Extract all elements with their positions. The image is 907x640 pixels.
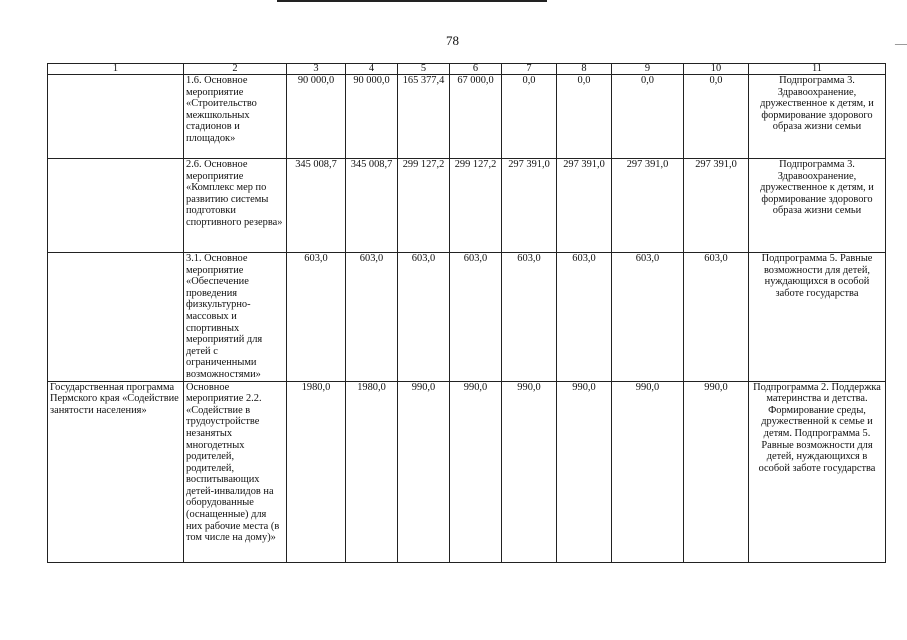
corner-mark: — [895, 36, 907, 50]
table-row [48, 159, 886, 253]
activity-cell: 2.6. Основное мероприятие «Комплекс мер по развитию системы подготовки спортивного резерва» [184, 159, 287, 253]
header-cell: 8 [557, 64, 612, 75]
value-cell: 297 391,0 [612, 159, 684, 253]
header-cell: 6 [450, 64, 502, 75]
top-rule [277, 0, 547, 2]
value-cell: 299 127,2 [450, 159, 502, 253]
value-cell: 297 391,0 [502, 159, 557, 253]
program-cell: Государственная программа Пермского края «Содействие занятости населения» [48, 381, 184, 562]
value-cell: 67 000,0 [450, 75, 502, 159]
value-cell: 603,0 [612, 253, 684, 382]
value-cell: 603,0 [502, 253, 557, 382]
header-cell: 10 [684, 64, 749, 75]
value-cell: 990,0 [684, 381, 749, 562]
page-number: 78 [446, 33, 459, 48]
table-row [48, 75, 886, 159]
value-cell: 603,0 [346, 253, 398, 382]
program-cell [48, 253, 184, 382]
value-cell: 90 000,0 [346, 75, 398, 159]
value-cell: 1980,0 [346, 381, 398, 562]
table-row [48, 253, 886, 382]
value-cell: 299 127,2 [398, 159, 450, 253]
activity-cell: 1.6. Основное мероприятие «Строительство межшкольных стадионов и площадок» [184, 75, 287, 159]
value-cell: 990,0 [502, 381, 557, 562]
value-cell: 90 000,0 [287, 75, 346, 159]
subprogram-cell: Подпрограмма 2. Поддержка материнства и детства. Формирование среды, дружественной к семье и детям. Подпрограмма 5. Равные возможности для детей, нуждающихся в особой заботе государства [749, 381, 886, 562]
header-cell: 7 [502, 64, 557, 75]
value-cell: 603,0 [398, 253, 450, 382]
value-cell: 0,0 [557, 75, 612, 159]
header-cell: 11 [749, 64, 886, 75]
header-cell: 1 [48, 64, 184, 75]
value-cell: 990,0 [450, 381, 502, 562]
value-cell: 345 008,7 [346, 159, 398, 253]
value-cell: 603,0 [557, 253, 612, 382]
value-cell: 345 008,7 [287, 159, 346, 253]
value-cell: 165 377,4 [398, 75, 450, 159]
subprogram-cell: Подпрограмма 3. Здравоохранение, дружественное к детям, и формирование здорового образа жизни семьи [749, 75, 886, 159]
value-cell: 297 391,0 [557, 159, 612, 253]
activity-cell: 3.1. Основное мероприятие «Обеспечение проведения физкультурно-массовых и спортивных мероприятий для детей с ограниченными возможностями» [184, 253, 287, 382]
program-cell [48, 75, 184, 159]
subprogram-cell: Подпрограмма 3. Здравоохранение, дружественное к детям, и формирование здорового образа жизни семьи [749, 159, 886, 253]
header-cell: 9 [612, 64, 684, 75]
value-cell: 297 391,0 [684, 159, 749, 253]
header-cell: 5 [398, 64, 450, 75]
value-cell: 1980,0 [287, 381, 346, 562]
program-cell [48, 159, 184, 253]
activity-cell: Основное мероприятие 2.2. «Содействие в трудоустройстве незанятых многодетных родителей, родителей, воспитывающих детей-инвалидов на оборудованные (оснащенные) для них рабочие места (в том числе на дому)» [184, 381, 287, 562]
value-cell: 603,0 [684, 253, 749, 382]
value-cell: 0,0 [684, 75, 749, 159]
header-cell: 4 [346, 64, 398, 75]
value-cell: 0,0 [502, 75, 557, 159]
header-cell: 2 [184, 64, 287, 75]
value-cell: 0,0 [612, 75, 684, 159]
header-row [48, 64, 886, 75]
budget-table [47, 63, 886, 563]
value-cell: 603,0 [287, 253, 346, 382]
value-cell: 990,0 [557, 381, 612, 562]
subprogram-cell: Подпрограмма 5. Равные возможности для детей, нуждающихся в особой заботе государства [749, 253, 886, 382]
value-cell: 603,0 [450, 253, 502, 382]
header-cell: 3 [287, 64, 346, 75]
value-cell: 990,0 [612, 381, 684, 562]
table-row [48, 381, 886, 562]
value-cell: 990,0 [398, 381, 450, 562]
